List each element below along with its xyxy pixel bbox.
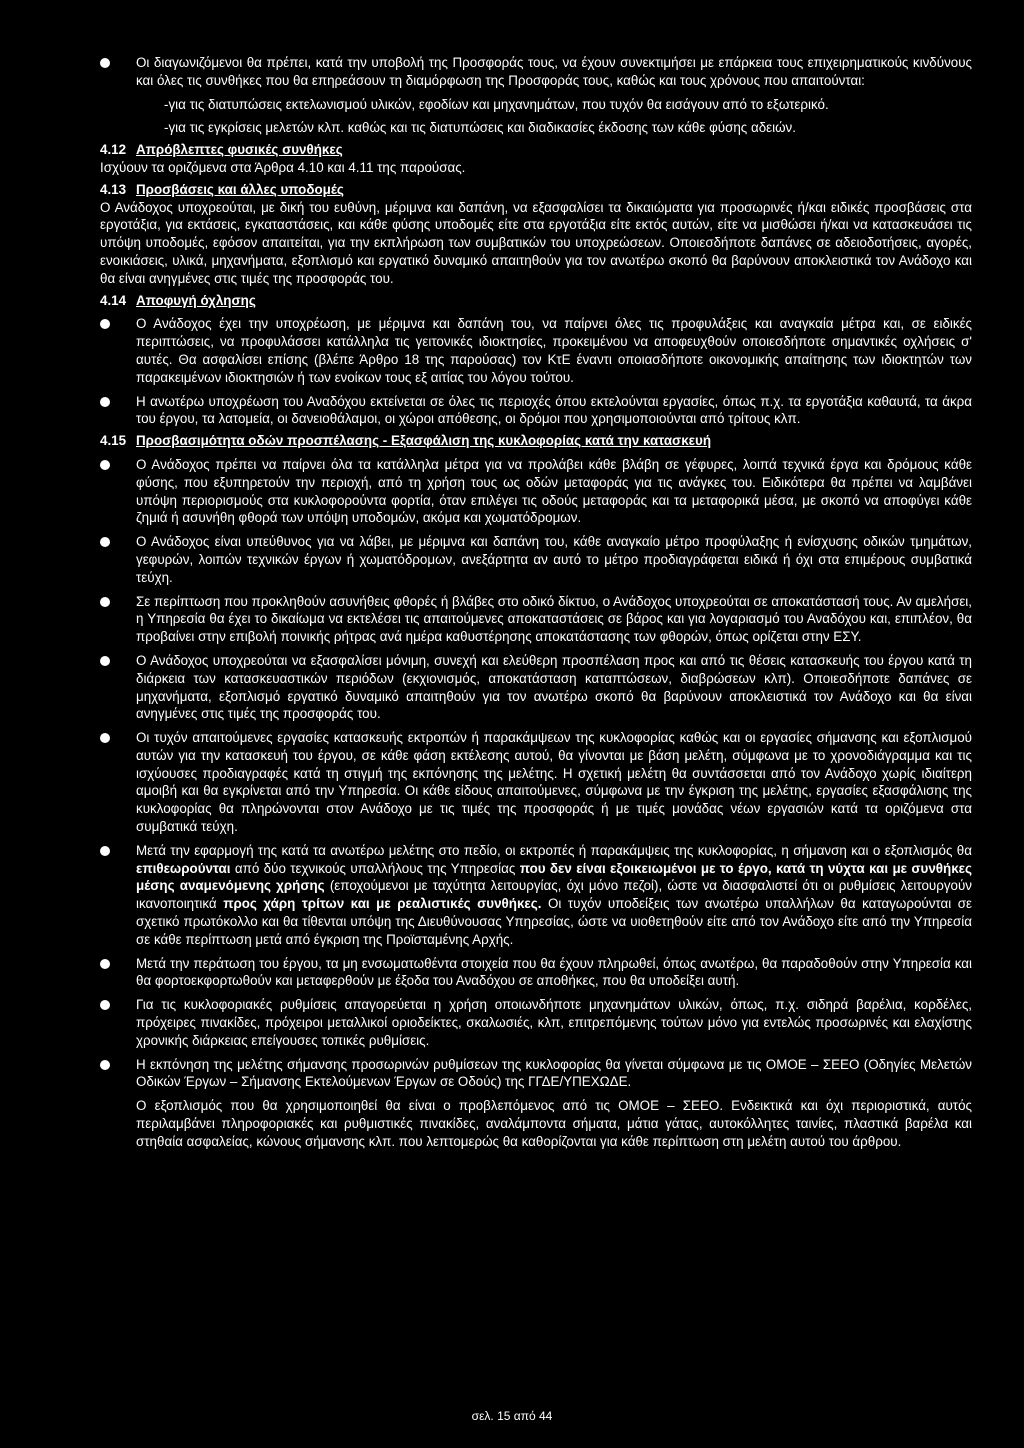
section-heading-4-13 — [100, 181, 972, 199]
bullet-paragraph: Ο Ανάδοχος έχει την υποχρέωση, με μέριμνα και δαπάνη του, να παίρνει όλες τις προφυλάξεις και αναγκαία μέτρα και, σε ειδικές περιπτώσεις, να προφυλάσσει κατάλληλα τις γειτονικές ιδιοκτησίες, προκειμένου να αποφευχθούν οποιεσδήποτε σημαντικές οχλήσεις σ' αυτές. Θα ασφαλίσει επίσης (βλέπε Άρθρο 18 της παρούσας) τον ΚτΕ έναντι οποιασδήποτε οικονομικής απαίτησης των ιδιοκτητών των παρακειμένων ιδιοκτησιών ή των ενοίκων τους εξ αιτίας του λόγου τούτου. — [100, 315, 972, 386]
section-number: 4.13 — [100, 181, 127, 197]
bullet-paragraph: Σε περίπτωση που προκληθούν ασυνήθεις φθορές ή βλάβες στο οδικό δίκτυο, ο Ανάδοχος υποχρεούται σε αποκατάστασή τους. Αν αμελήσει, η Υπηρεσία θα έχει το δικαίωμα να εκτελέσει τις απαιτούμενες αποκαταστάσεις σε βάρος και για λογαριασμό του Αναδόχου και, επιπλέον, θα προβαίνει στην επιβολή ποινικής ρήτρας ανά ημέρα καθυστέρησης αποκατάστασης των φθορών, όπως ορίζεται στην ΕΣΥ. — [100, 593, 972, 646]
text-run: Μετά την εφαρμογή της κατά τα ανωτέρω μελέτης στο πεδίο, οι εκτροπές ή παρακάμψεις της κυκλοφορίας, η σήμανση και ο εξοπλισμός θα — [136, 842, 972, 858]
section-title: Προσβάσεις και άλλες υποδομές — [136, 181, 344, 197]
section-heading-4-12 — [100, 141, 972, 159]
text-run: Οι τυχόν υποδείξεις των ανωτέρω υπαλλήλων θα καταγωρούνται σε σχετικό πρωτόκολλο και θα τίθενται υπόψη της Διευθύνουσας Υπηρεσίας, ώστε να υιοθετηθούν είτε από τον Ανάδοχο είτε από την Υπηρεσία σε κάθε περίπτωση μετά από έγκριση της Προϊσταμένης Αρχής. — [136, 896, 972, 947]
section-number: 4.15 — [100, 433, 127, 449]
section-number: 4.14 — [100, 292, 127, 308]
section-heading-4-14 — [100, 292, 972, 310]
closing-paragraph: Ο εξοπλισμός που θα χρησιμοποιηθεί θα είναι ο προβλεπόμενος από τις ΟΜΟΕ – ΣΕΕΟ. Ενδεικτικά και όχι περιοριστικά, αυτός περιλαμβάνει πληροφοριακές και ρυθμιστικές πινακίδες, αναλάμποντα σήματα, μάτια γάτας, αυτοκόλλητες ταινίες, πλαστικά βαρέλα και στηθαία ασφαλείας, κώνους σήμανσης κλπ. που λεπτομερώς θα καθορίζονται για κάθε περίπτωση στη μελέτη αυτού του άρθρου. — [136, 1098, 972, 1149]
text-run: (εποχούμενοι με ταχύτητα λειτουργίας, όχι μόνο πεζοί), ώστε να διασφαλιστεί ότι οι ρυθμίσεις λειτουργούν ικανοποιητικά — [136, 878, 972, 912]
bold-run: επιθεωρούνται — [136, 860, 231, 876]
section-text: Ισχύουν τα οριζόμενα στα Άρθρα 4.10 και 4.11 της παρούσας. — [100, 159, 466, 175]
section-title: Προσβασιμότητα οδών προσπέλασης - Εξασφάλιση της κυκλοφορίας κατά την κατασκευή — [136, 433, 712, 449]
bullet-paragraph: Μετά την περάτωση του έργου, τα μη ενσωματωθέντα στοιχεία που θα έχουν πληρωθεί, όπως ανωτέρω, θα παραδοθούν στην Υπηρεσία και θα φορτοεκφορτωθούν και μεταφερθούν με έξοδα του Αναδόχου σε αποθήκες, που θα υποδείξει αυτή. — [100, 955, 972, 991]
section-heading-4-15 — [100, 432, 972, 450]
bullet-paragraph: Οι τυχόν απαιτούμενες εργασίες κατασκευής εκτροπών ή παρακάμψεων της κυκλοφορίας καθώς και οι εργασίες σήμανσης και εξοπλισμού αυτών για την κατασκευή του έργου, σε κάθε φάση εκτέλεσης αυτού, θα γίνονται με βάση μελέτη, σύμφωνα με το χρονοδιάγραμμα και τις ισχύουσες προδιαγραφές κατά τη στιγμή της εκπόνησης της μελέτης. Η σχετική μελέτη θα συντάσσεται από τον Ανάδοχο χωρίς ιδιαίτερη αμοιβή και θα εγκρίνεται από την Υπηρεσία. Οι κάθε είδους απαιτούμενες, σύμφωνα με την έγκριση της μελέτης, εργασίες εξασφάλισης της κυκλοφορίας θα πληρώνονται στον Ανάδοχο με τις τιμές της προσφοράς ή με τιμές μονάδας νέων εργασιών κατά τα οριζόμενα στα συμβατικά τεύχη. — [100, 729, 972, 836]
bullet-paragraph: Η ανωτέρω υποχρέωση του Αναδόχου εκτείνεται σε όλες τις περιοχές όπου εκτελούνται εργασίες, όπως π.χ. τα εργοτάξια καθαυτά, τα άκρα του έργου, τα λατομεία, οι δανειοθάλαμοι, οι χώροι απόθεσης, οι δρόμοι που χρησιμοποιούνται από τρίτους κλπ. — [100, 393, 972, 429]
bold-run: που δεν είναι εξοικειωμένοι με το έργο, κατά τη νύχτα και με συνθήκες μέσης αναμενόμενης χρήσης — [136, 860, 972, 894]
sub-item: -για τις διατυπώσεις εκτελωνισμού υλικών, εφοδίων και μηχανημάτων, που τυχόν θα εισάγουν από το εξωτερικό. — [164, 96, 829, 112]
bullet-paragraph: Ο Ανάδοχος υποχρεούται να εξασφαλίσει μόνιμη, συνεχή και ελεύθερη προσπέλαση προς και από τις θέσεις κατασκευής του έργου κατά τη διάρκεια των κατασκευαστικών περιόδων (εκχιονισμός, αποκατάσταση καταπτώσεων, διαβρώσεων κλπ). Οποιεσδήποτε δαπάνες σε μηχανήματα, εξοπλισμό εργατικό δυναμικό απαιτηθούν για τον ανωτέρω σκοπό θα βαρύνουν αποκλειστικά τον Ανάδοχο και θα είναι ανηγμένες στις τιμές της προσφοράς του. — [100, 652, 972, 723]
page-number: σελ. 15 από 44 — [471, 1409, 553, 1423]
section-number: 4.12 — [100, 142, 127, 158]
text-run: από δύο τεχνικούς υπαλλήλους της Υπηρεσίας — [230, 860, 520, 876]
bullet-paragraph: Ο Ανάδοχος είναι υπεύθυνος για να λάβει, με μέριμνα και δαπάνη του, κάθε αναγκαίο μέτρο προφύλαξης ή ενίσχυσης οδικών τμημάτων, γεφυρών, λοιπών τεχνικών έργων ή χωματόδρομων, ανεξάρτητα αν αυτό το μέτρο προδιαγράφεται ειδικά ή όχι στα επιμέρους συμβατικά τεύχη. — [100, 533, 972, 586]
sub-item: -για τις εγκρίσεις μελετών κλπ. καθώς και τις διατυπώσεις και διαδικασίες έκδοσης των κάθε φύσης αδειών. — [164, 120, 796, 136]
section-title: Απρόβλεπτες φυσικές συνθήκες — [136, 142, 343, 158]
bold-run: προς χάρη τρίτων και με ρεαλιστικές συνθήκες. — [223, 896, 542, 912]
bullet-paragraph: Ο Ανάδοχος πρέπει να παίρνει όλα τα κατάλληλα μέτρα για να προλάβει κάθε βλάβη σε γέφυρες, λοιπά τεχνικά έργα και δρόμους κάθε φύσης, που εξυπηρετούν την περιοχή, από τη χρήση τους ως οδών μεταφοράς για τις ανάγκες του. Ειδικότερα θα πρέπει να λαμβάνει υπόψη περιορισμούς στα κυκλοφορούντα φορτία, όταν επιλέγει τις οδούς μεταφοράς και τα μεταφορικά μέσα, με σκοπό να αποφύγει κάθε ζημιά ή ασυνήθη φθορά των υπόψη υποδομών, ακόμα και χωματόδρομων. — [100, 456, 972, 527]
section-title: Αποφυγή όχλησης — [136, 292, 256, 308]
bullet-paragraph: Η εκπόνηση της μελέτης σήμανσης προσωρινών ρυθμίσεων της κυκλοφορίας θα γίνεται σύμφωνα με τις ΟΜΟΕ – ΣΕΕΟ (Οδηγίες Μελετών Οδικών Έργων – Σήμανσης Εκτελούμενων Έργων σε Οδούς) της ΓΓΔΕ/ΥΠΕΧΩΔΕ. — [100, 1056, 972, 1092]
bullet-paragraph: Για τις κυκλοφοριακές ρυθμίσεις απαγορεύεται η χρήση οποιωνδήποτε μηχανημάτων υλικών, όπως, π.χ. σιδηρά βαρέλια, κορδέλες, πρόχειρες πινακίδες, πρόχειροι μεταλλικοί οριοδείκτες, σκαλωσιές, κλπ, επιτρεπόμενης τούτων μόνο για εντελώς προσωρινές και ελαχίστης χρονικής διάρκειας επείγουσες τοπικές ρυθμίσεις. — [100, 996, 972, 1049]
bullet-paragraph: Οι διαγωνιζόμενοι θα πρέπει, κατά την υποβολή της Προσφοράς τους, να έχουν συνεκτιμήσει με επάρκεια τους επιχειρηματικούς κινδύνους και όλες τις συνθήκες που θα επηρεάσουν τη διαμόρφωση της Προσφοράς τους, καθώς και τους χρόνους που απαιτούνται: — [100, 54, 972, 90]
section-text: Ο Ανάδοχος υποχρεούται, με δική του ευθύνη, μέριμνα και δαπάνη, να εξασφαλίσει τα δικαιώματα για προσωρινές ή/και ειδικές προσβάσεις στα εργοτάξια, για εκτάσεις, εγκαταστάσεις, και κάθε φύσης υποδομές είτε στα εργοτάξια είτε εκτός αυτών, είτε να μισθώσει ή/και να κατασκευάσει τις υπόψη υποδομές, εφόσον απαιτείται, για την εκπλήρωση των συμβατικών του υποχρεώσεων. Οποιεσδήποτε δαπάνες σε αδειοδοτήσεις, αγορές, ενοικιάσεις, υλικά, μηχανήματα, εξοπλισμό και εργατικό δυναμικό απαιτηθούν για τον ανωτέρω σκοπό θα βαρύνουν αποκλειστικά τον Ανάδοχο και θα είναι ανηγμένες στις τιμές της προσφοράς του. — [100, 199, 972, 286]
bullet-paragraph — [100, 842, 972, 949]
